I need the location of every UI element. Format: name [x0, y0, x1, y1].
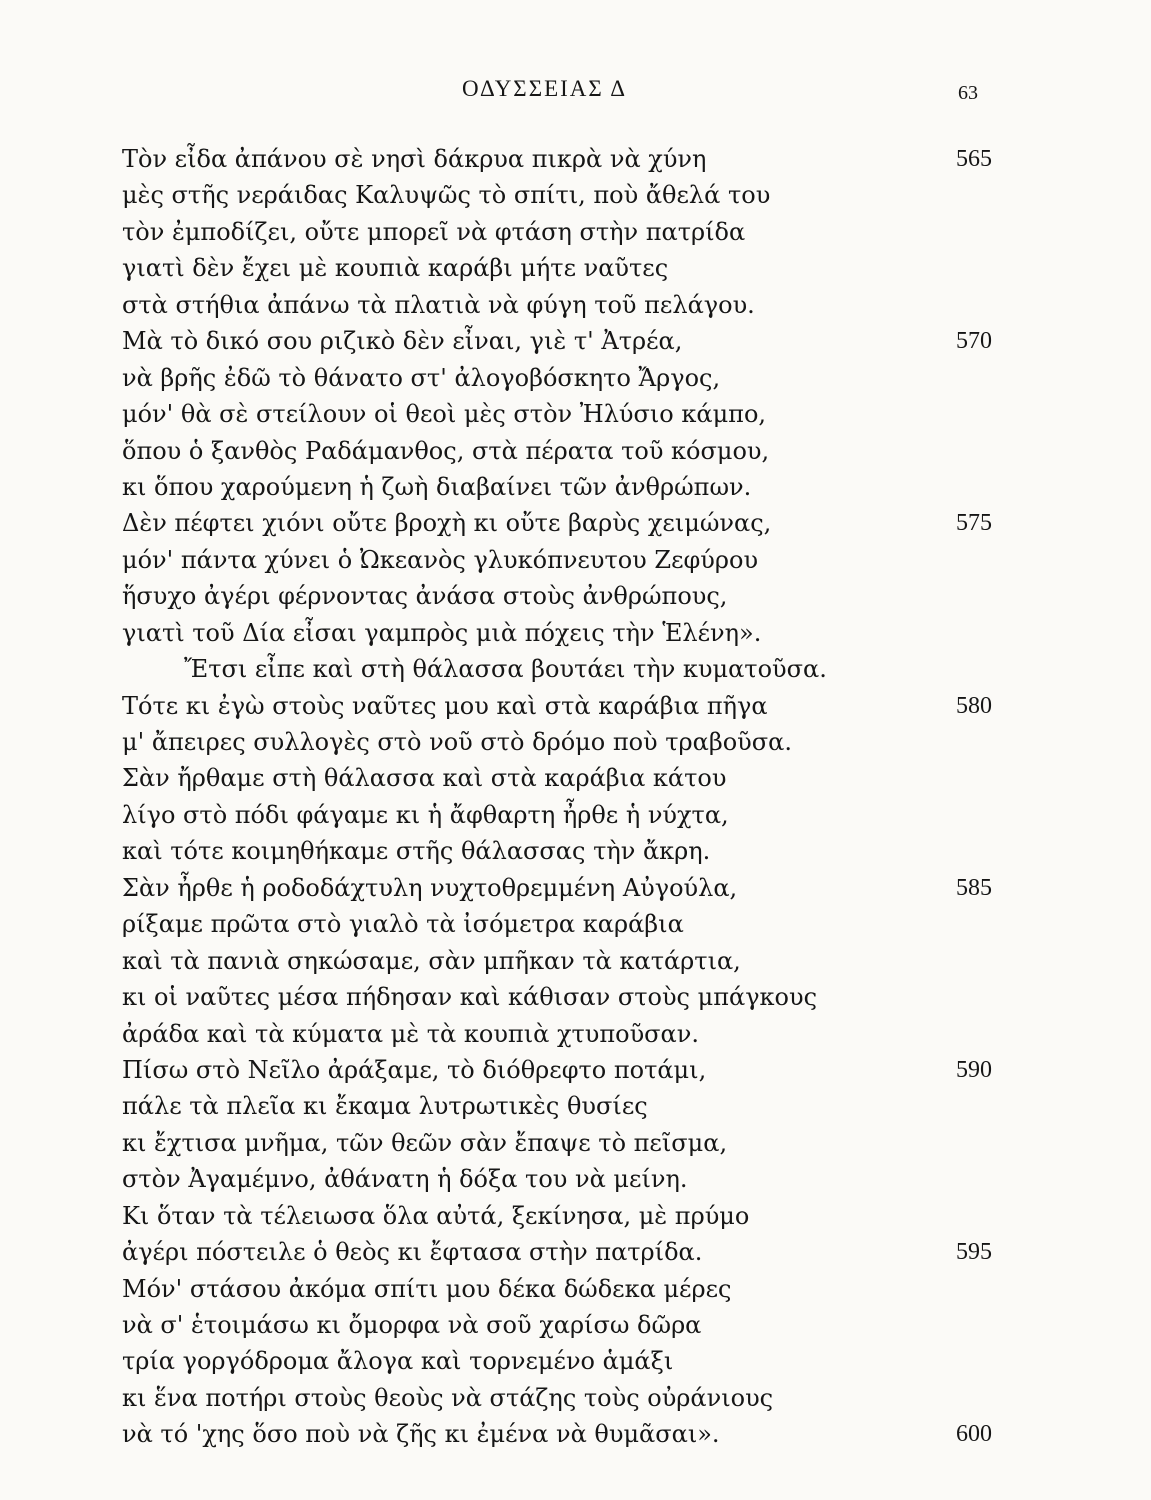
verse-text: γιατὶ τοῦ Δία εἶσαι γαμπρὸς μιὰ πόχεις τὴν Ἑλένη».: [122, 618, 762, 647]
verse-text: Σὰν ἦρθε ἡ ροδοδάχτυλη νυχτοθρεμμένη Αὐγούλα,: [122, 873, 738, 902]
verse-line: [122, 797, 1022, 833]
line-number: 590: [956, 1056, 992, 1083]
verse-line: [122, 615, 1022, 651]
verse-text: κι ἔχτισα μνῆμα, τῶν θεῶν σὰν ἔπαψε τὸ πεῖσμα,: [122, 1128, 728, 1157]
line-number: 585: [956, 874, 992, 901]
verse-text: στὰ στήθια ἀπάνω τὰ πλατιὰ νὰ φύγη τοῦ πελάγου.: [122, 290, 755, 319]
verse-text: ρίξαμε πρῶτα στὸ γιαλὸ τὰ ἰσόμετρα καράβια: [122, 910, 684, 939]
verse-line: [122, 870, 1022, 906]
verse-text: ἀγέρι πόστειλε ὁ θεὸς κι ἔφτασα στὴν πατρίδα.: [122, 1238, 703, 1267]
verse-text: νὰ βρῆς ἐδῶ τὸ θάνατο στ' ἀλογοβόσκητο Ἄργος,: [122, 363, 721, 392]
verse-line: [122, 214, 1022, 250]
verse-text: τὸν ἐμποδίζει, οὔτε μπορεῖ νὰ φτάση στὴν πατρίδα: [122, 217, 746, 246]
verse-text: Σὰν ἤρθαμε στὴ θάλασσα καὶ στὰ καράβια κάτου: [122, 764, 727, 793]
verse-text: μόν' θὰ σὲ στείλουν οἱ θεοὶ μὲς στὸν Ἠλύσιο κάμπο,: [122, 400, 767, 429]
verse-line: [122, 833, 1022, 869]
verse-text: ἀράδα καὶ τὰ κύματα μὲ τὰ κουπιὰ χτυποῦσαν.: [122, 1019, 699, 1048]
verse-text: μὲς στῆς νεράιδας Καλυψῶς τὸ σπίτι, ποὺ ἄθελά του: [122, 181, 771, 210]
page-number: 63: [958, 82, 978, 104]
verse-text: κι ὅπου χαρούμενη ἡ ζωὴ διαβαίνει τῶν ἀνθρώπων.: [122, 472, 752, 501]
verse-line: [122, 1125, 1022, 1161]
verse-line: [122, 1161, 1022, 1197]
verse-line: [122, 505, 1022, 541]
verse-line: [122, 724, 1022, 760]
verse-line: [122, 760, 1022, 796]
verse-line: [122, 1052, 1022, 1088]
verse-line: [122, 1234, 1022, 1270]
line-number: 580: [956, 692, 992, 719]
verse-line: [122, 688, 1022, 724]
verse-text: Κι ὅταν τὰ τέλειωσα ὅλα αὐτά, ξεκίνησα, μὲ πρύμο: [122, 1201, 750, 1230]
verse-block: [122, 141, 1022, 1453]
verse-text: Ἔτσι εἶπε καὶ στὴ θάλασσα βουτάει τὴν κυματοῦσα.: [184, 655, 827, 684]
line-number: 575: [956, 510, 992, 537]
verse-line: [122, 578, 1022, 614]
verse-line: [122, 396, 1022, 432]
verse-text: νὰ σ' ἑτοιμάσω κι ὄμορφα νὰ σοῦ χαρίσω δῶρα: [122, 1311, 702, 1339]
verse-line: [122, 287, 1022, 323]
verse-text: νὰ τό 'χης ὅσο ποὺ νὰ ζῆς κι ἐμένα νὰ θυμᾶσαι».: [122, 1420, 720, 1449]
verse-text: Μόν' στάσου ἀκόμα σπίτι μου δέκα δώδεκα μέρες: [122, 1274, 732, 1303]
verse-text: γιατὶ δὲν ἔχει μὲ κουπιὰ καράβι μήτε ναῦτες: [122, 254, 669, 283]
verse-line: [122, 1307, 1022, 1343]
verse-line: [122, 943, 1022, 979]
verse-line: [122, 469, 1022, 505]
verse-line: [122, 906, 1022, 942]
verse-text: Μὰ τὸ δικό σου ριζικὸ δὲν εἶναι, γιὲ τ' Ἀτρέα,: [122, 327, 683, 356]
verse-text: μόν' πάντα χύνει ὁ Ὠκεανὸς γλυκόπνευτου Ζεφύρου: [122, 545, 759, 574]
verse-line: [122, 1343, 1022, 1379]
verse-text: μ' ἄπειρες συλλογὲς στὸ νοῦ στὸ δρόμο ποὺ τραβοῦσα.: [122, 728, 792, 756]
verse-text: πάλε τὰ πλεῖα κι ἔκαμα λυτρωτικὲς θυσίες: [122, 1092, 648, 1121]
verse-text: Τὸν εἶδα ἀπάνου σὲ νησὶ δάκρυα πικρὰ νὰ χύνη: [122, 145, 707, 173]
verse-text: κι οἱ ναῦτες μέσα πήδησαν καὶ κάθισαν στοὺς μπάγκους: [122, 983, 818, 1012]
verse-text: ὅπου ὁ ξανθὸς Ραδάμανθος, στὰ πέρατα τοῦ κόσμου,: [122, 436, 770, 465]
verse-line: [122, 1088, 1022, 1124]
verse-line: [122, 177, 1022, 213]
verse-line: [122, 433, 1022, 469]
line-number: 600: [956, 1421, 992, 1448]
verse-line: [122, 979, 1022, 1015]
verse-text: ἥσυχο ἀγέρι φέρνοντας ἀνάσα στοὺς ἀνθρώπους,: [122, 582, 728, 611]
verse-text: στὸν Ἀγαμέμνο, ἀθάνατη ἡ δόξα του νὰ μείνη.: [122, 1165, 688, 1194]
verse-line: [122, 323, 1022, 359]
verse-text: Δὲν πέφτει χιόνι οὔτε βροχὴ κι οὔτε βαρὺς χειμώνας,: [122, 509, 772, 538]
verse-line: [122, 1271, 1022, 1307]
verse-line: [122, 141, 1022, 177]
verse-line: [122, 1380, 1022, 1416]
verse-line: [122, 542, 1022, 578]
verse-text: Τότε κι ἐγὼ στοὺς ναῦτες μου καὶ στὰ καράβια πῆγα: [122, 691, 768, 720]
verse-text: Πίσω στὸ Νεῖλο ἀράξαμε, τὸ διόθρεφτο ποτάμι,: [122, 1055, 707, 1084]
verse-text: τρία γοργόδρομα ἄλογα καὶ τορνεμένο ἁμάξι: [122, 1347, 674, 1376]
running-title: ΟΔΥΣΣΕΙΑΣ Δ: [462, 76, 628, 101]
verse-text: κι ἕνα ποτήρι στοὺς θεοὺς νὰ στάζης τοὺς οὐράνιους: [122, 1383, 774, 1412]
verse-text: καὶ τότε κοιμηθήκαμε στῆς θάλασσας τὴν ἄκρη.: [122, 837, 711, 866]
line-number: 595: [956, 1239, 992, 1266]
line-number: 565: [956, 146, 992, 172]
verse-line: [122, 360, 1022, 396]
verse-line: [122, 1016, 1022, 1052]
verse-text: λίγο στὸ πόδι φάγαμε κι ἡ ἄφθαρτη ἦρθε ἡ νύχτα,: [122, 800, 729, 829]
line-number: 570: [956, 328, 992, 355]
page-header: [0, 76, 1151, 106]
verse-text: καὶ τὰ πανιὰ σηκώσαμε, σὰν μπῆκαν τὰ κατάρτια,: [122, 946, 741, 975]
verse-line: [122, 1198, 1022, 1234]
verse-line: [122, 651, 1022, 687]
verse-line: [122, 250, 1022, 286]
verse-line: [122, 1416, 1022, 1452]
